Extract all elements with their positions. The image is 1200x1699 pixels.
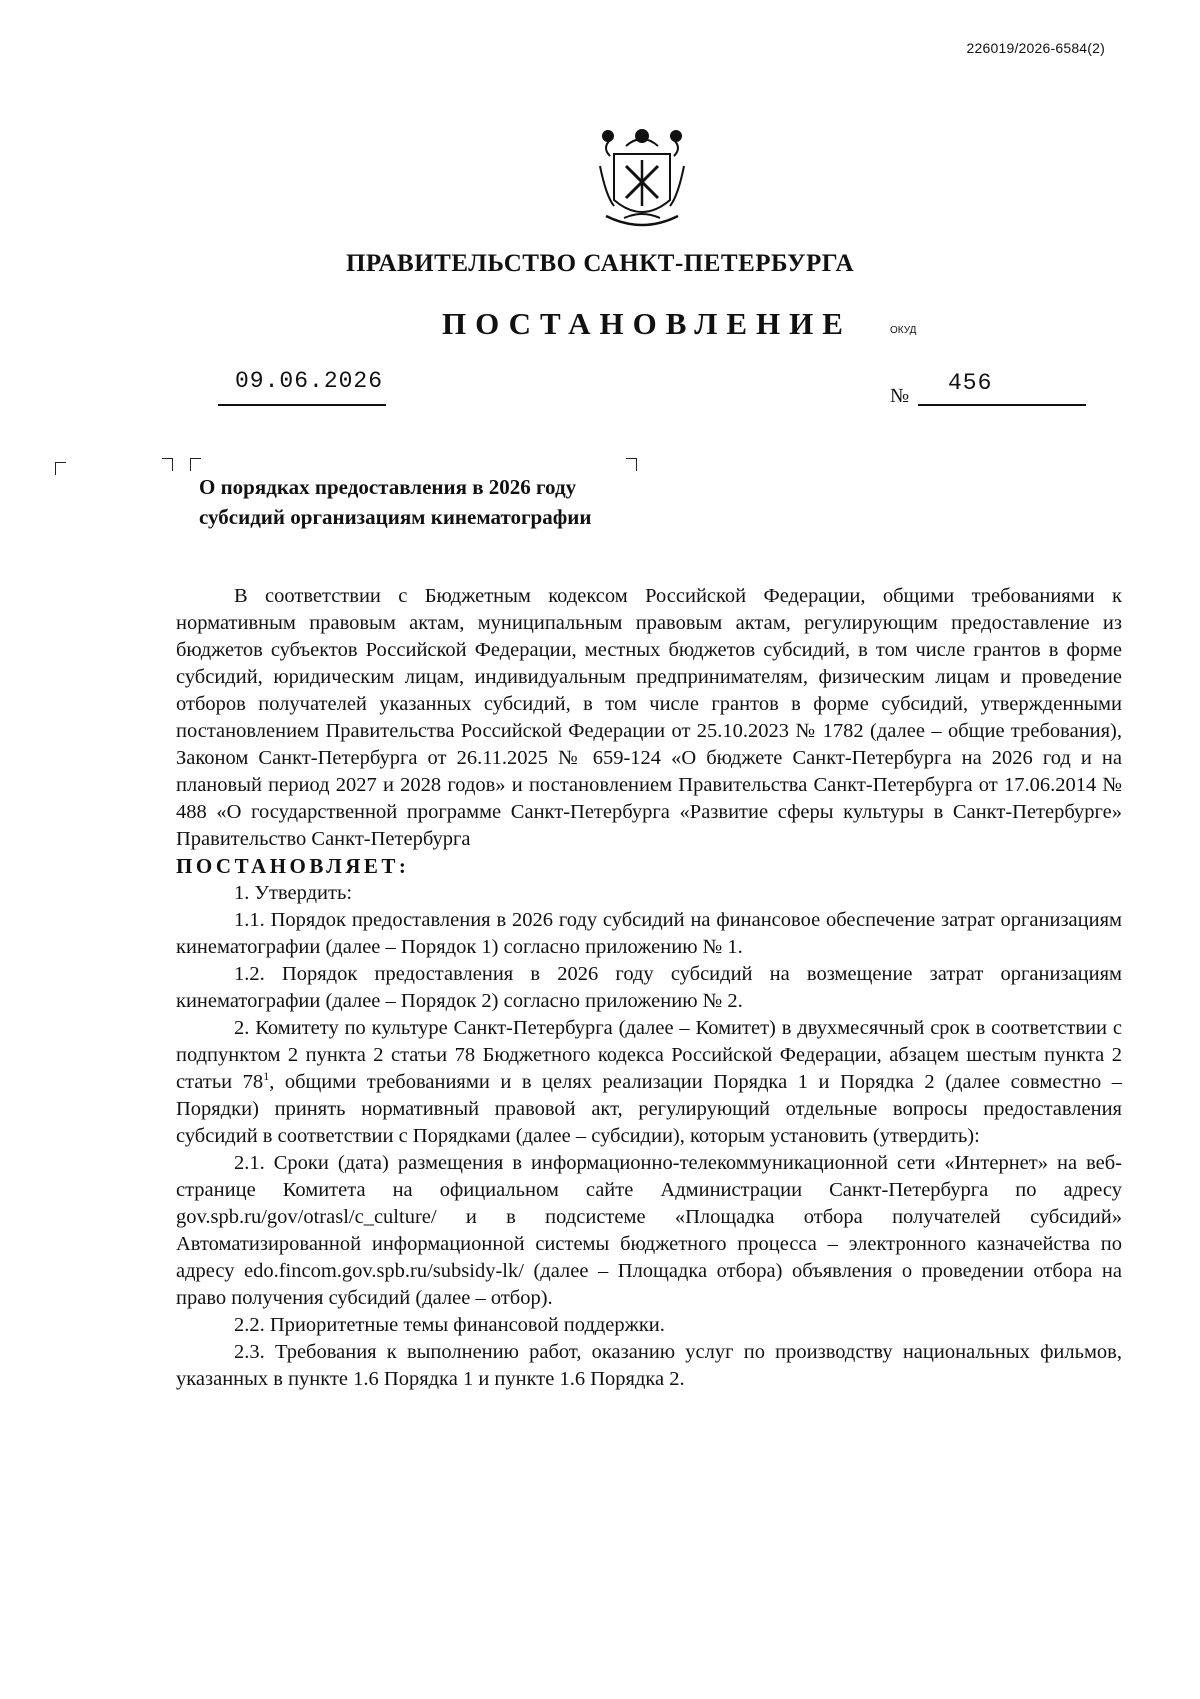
title-line-2: субсидий организациям кинематографии: [199, 505, 592, 529]
decree-heading: ПОСТАНОВЛЯЕТ:: [176, 854, 410, 878]
item-2-superscript: 1: [263, 1069, 270, 1084]
title-bracket-right: [626, 458, 637, 471]
item-2-text-b: , общими требованиями и в целях реализации Порядка 1 и Порядка 2 (далее совместно – Порядки) принять нормативный правовой акт, регулирующий отдельные вопросы предоставления субсидий в соответствии с Порядками (далее – субсидии), которым установить (утвердить):: [176, 1071, 1122, 1147]
number-sign: №: [890, 385, 910, 407]
title-bracket-left-outer: [162, 458, 173, 471]
title-bracket-left-inner: [190, 458, 201, 471]
item-2-3: 2.3. Требования к выполнению работ, оказанию услуг по производству национальных фильмов, указанных в пункте 1.6 Порядка 1 и пункте 1.6 Порядка 2.: [176, 1341, 1122, 1390]
preamble-paragraph: В соответствии с Бюджетным кодексом Российской Федерации, общими требованиями к нормативным правовым актам, муниципальным правовым актам, регулирующим предоставление из бюджетов субъектов Российской Федерации, местных бюджетов субсидий, в том числе грантов в форме субсидий, юридическим лицам, индивидуальным предпринимателям, физическим лицам и проведение отборов получателей указанных субсидий, в том числе грантов в форме субсидий, утвержденными постановлением Правительства Российской Федерации от 25.10.2023 № 1782 (далее – общие требования), Законом Санкт-Петербурга от 26.11.2025 № 659-124 «О бюджете Санкт-Петербурга на 2026 год и на плановый период 2027 и 2028 годов» и постановлением Правительства Санкт-Петербурга от 17.06.2014 № 488 «О государственной программе Санкт-Петербурга «Развитие сферы культуры в Санкт-Петербурге» Правительство Санкт-Петербурга: [176, 585, 1122, 850]
item-2-2: 2.2. Приоритетные темы финансовой поддержки.: [234, 1314, 665, 1336]
document-title: [199, 472, 591, 532]
document-date: 09.06.2026: [235, 368, 384, 394]
number-underline: [918, 404, 1086, 406]
item-2-text-a: 2. Комитету по культуре Санкт-Петербурга (далее – Комитет) в двухмесячный срок в соответствии с подпунктом 2 пункта 2 статьи 78 Бюджетного кодекса Российской Федерации, абзацем шестым пункта 2 статьи 78: [176, 1017, 1122, 1093]
item-2-1: 2.1. Сроки (дата) размещения в информационно-телекоммуникационной сети «Интернет» на веб-странице Комитета на официальном сайте Администрации Санкт-Петербурга по адресу gov.spb.ru/gov/otrasl/c_culture/ и в подсистеме «Площадка отбора получателей субсидий» Автоматизированной информационной системы бюджетного процесса – электронного казначейства по адресу edo.fincom.gov.spb.ru/subsidy-lk/ (далее – Площадка отбора) объявления о проведении отбора на право получения субсидий (далее – отбор).: [176, 1152, 1122, 1309]
document-registration-number: 226019/2026-6584(2): [966, 40, 1105, 56]
left-margin-bracket: [55, 462, 66, 475]
date-underline: [218, 404, 386, 406]
government-name: ПРАВИТЕЛЬСТВО САНКТ-ПЕТЕРБУРГА: [345, 250, 855, 277]
okud-label: ОКУД: [890, 325, 917, 336]
document-type: ПОСТАНОВЛЕНИЕ: [442, 306, 852, 341]
item-2: [176, 1015, 1122, 1150]
item-1-2: 1.2. Порядок предоставления в 2026 году субсидий на возмещение затрат организациям кинематографии (далее – Порядок 2) согласно приложению № 2.: [176, 963, 1122, 1012]
document-number: 456: [948, 370, 993, 396]
item-1-1: 1.1. Порядок предоставления в 2026 году субсидий на финансовое обеспечение затрат организациям кинематографии (далее – Порядок 1) согласно приложению № 1.: [176, 909, 1122, 958]
title-line-1: О порядках предоставления в 2026 году: [199, 475, 577, 499]
coat-of-arms-emblem: [596, 126, 688, 231]
document-body: [176, 583, 1122, 1393]
item-1: 1. Утвердить:: [234, 882, 353, 904]
